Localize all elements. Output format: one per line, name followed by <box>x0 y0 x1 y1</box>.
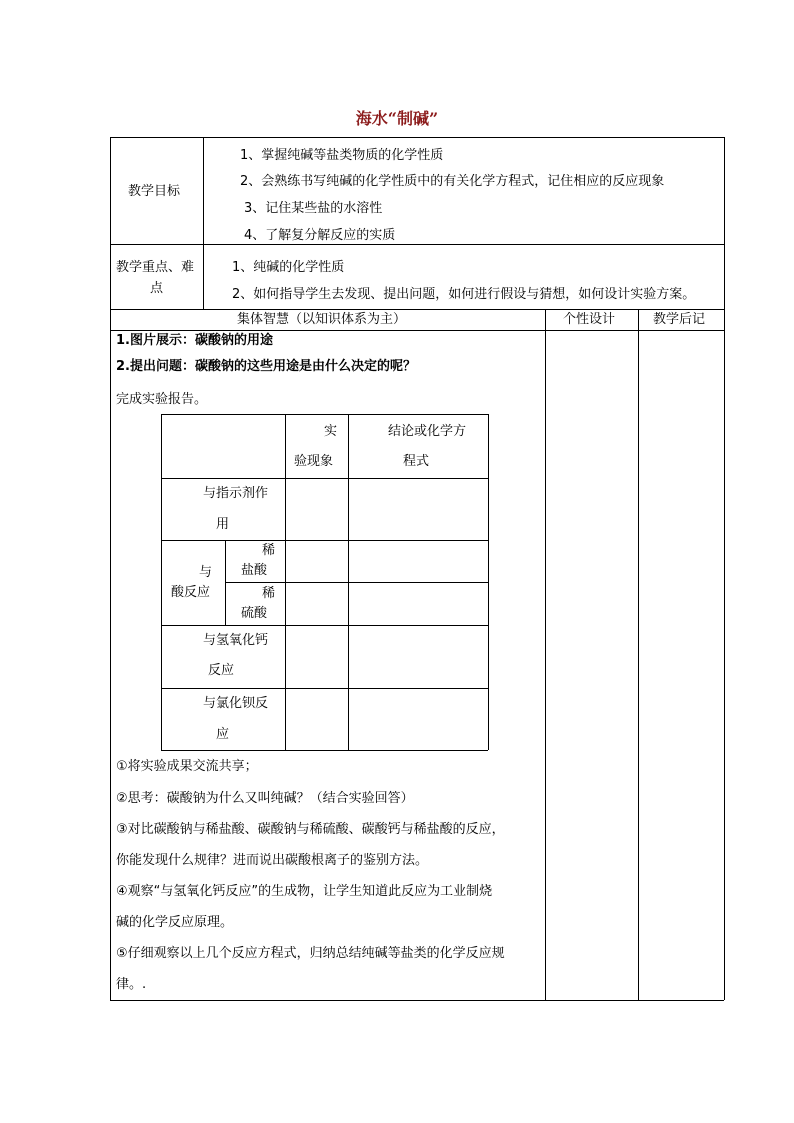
lab-row-barium-chloride: 与氯化钡反 <box>203 696 269 711</box>
lab-header-conclusion-cont: 程式 <box>403 454 430 469</box>
lab-row-calcium-hydroxide-cont: 反应 <box>208 663 235 678</box>
lab-row-indicator: 与指示剂作 <box>203 486 269 501</box>
lab-row-indicator-cont: 用 <box>216 517 230 532</box>
step-1: 1.图片展示：碳酸钠的用途 <box>116 333 273 348</box>
instruction: 完成实验报告。 <box>116 392 208 407</box>
objective-item: 3、记住某些盐的水溶性 <box>244 201 383 216</box>
lab-row-hcl: 稀 <box>262 543 276 558</box>
lab-row-calcium-hydroxide: 与氢氧化钙 <box>203 633 269 648</box>
lab-header-observation-cont: 验现象 <box>294 454 334 469</box>
key-point-item: 1、纯碱的化学性质 <box>232 260 345 275</box>
objective-item: 1、掌握纯碱等盐类物质的化学性质 <box>240 148 444 163</box>
column-header-notes: 教学后记 <box>653 312 706 327</box>
discussion-point-cont: 你能发现什么规律？进而说出碳酸根离子的鉴别方法。 <box>116 853 429 868</box>
discussion-point-cont: 律。. <box>116 977 147 992</box>
column-header-personal: 个性设计 <box>563 312 616 327</box>
objectives-label: 教学目标 <box>128 184 181 199</box>
key-point-item: 2、如何指导学生去发现、提出问题，如何进行假设与猜想，如何设计实验方案。 <box>232 287 696 302</box>
lab-header-conclusion: 结论或化学方 <box>388 424 467 439</box>
objective-item: 4、了解复分解反应的实质 <box>244 228 396 243</box>
lab-row-h2so4-cont: 硫酸 <box>241 606 268 621</box>
key-points-label-cont: 点 <box>150 281 164 296</box>
discussion-point-cont: 碱的化学反应原理。 <box>116 915 234 930</box>
lab-row-acid-group: 与 <box>199 565 213 580</box>
key-points-label: 教学重点、难 <box>116 260 195 275</box>
page-title: 海水“制碱” <box>355 109 439 128</box>
discussion-point: ④观察“与氢氧化钙反应”的生成物，让学生知道此反应为工业制烧 <box>116 884 493 899</box>
discussion-point: ②思考：碳酸钠为什么又叫纯碱？（结合实验回答） <box>116 791 414 806</box>
step-2: 2.提出问题：碳酸钠的这些用途是由什么决定的呢？ <box>116 359 416 374</box>
objective-item: 2、会熟练书写纯碱的化学性质中的有关化学方程式，记住相应的反应现象 <box>240 174 665 189</box>
discussion-point: ⑤仔细观察以上几个反应方程式，归纳总结纯碱等盐类的化学反应规 <box>116 946 505 961</box>
lab-row-hcl-cont: 盐酸 <box>241 563 268 578</box>
lab-header-observation: 实 <box>324 424 338 439</box>
column-header-main: 集体智慧（以知识体系为主） <box>237 312 407 327</box>
discussion-point: ①将实验成果交流共享； <box>116 759 258 774</box>
lab-row-barium-chloride-cont: 应 <box>216 727 230 742</box>
discussion-point: ③对比碳酸钠与稀盐酸、碳酸钠与稀硫酸、碳酸钙与稀盐酸的反应， <box>116 822 505 837</box>
lab-row-h2so4: 稀 <box>262 586 276 601</box>
lab-row-acid-group-cont: 酸反应 <box>171 585 211 600</box>
